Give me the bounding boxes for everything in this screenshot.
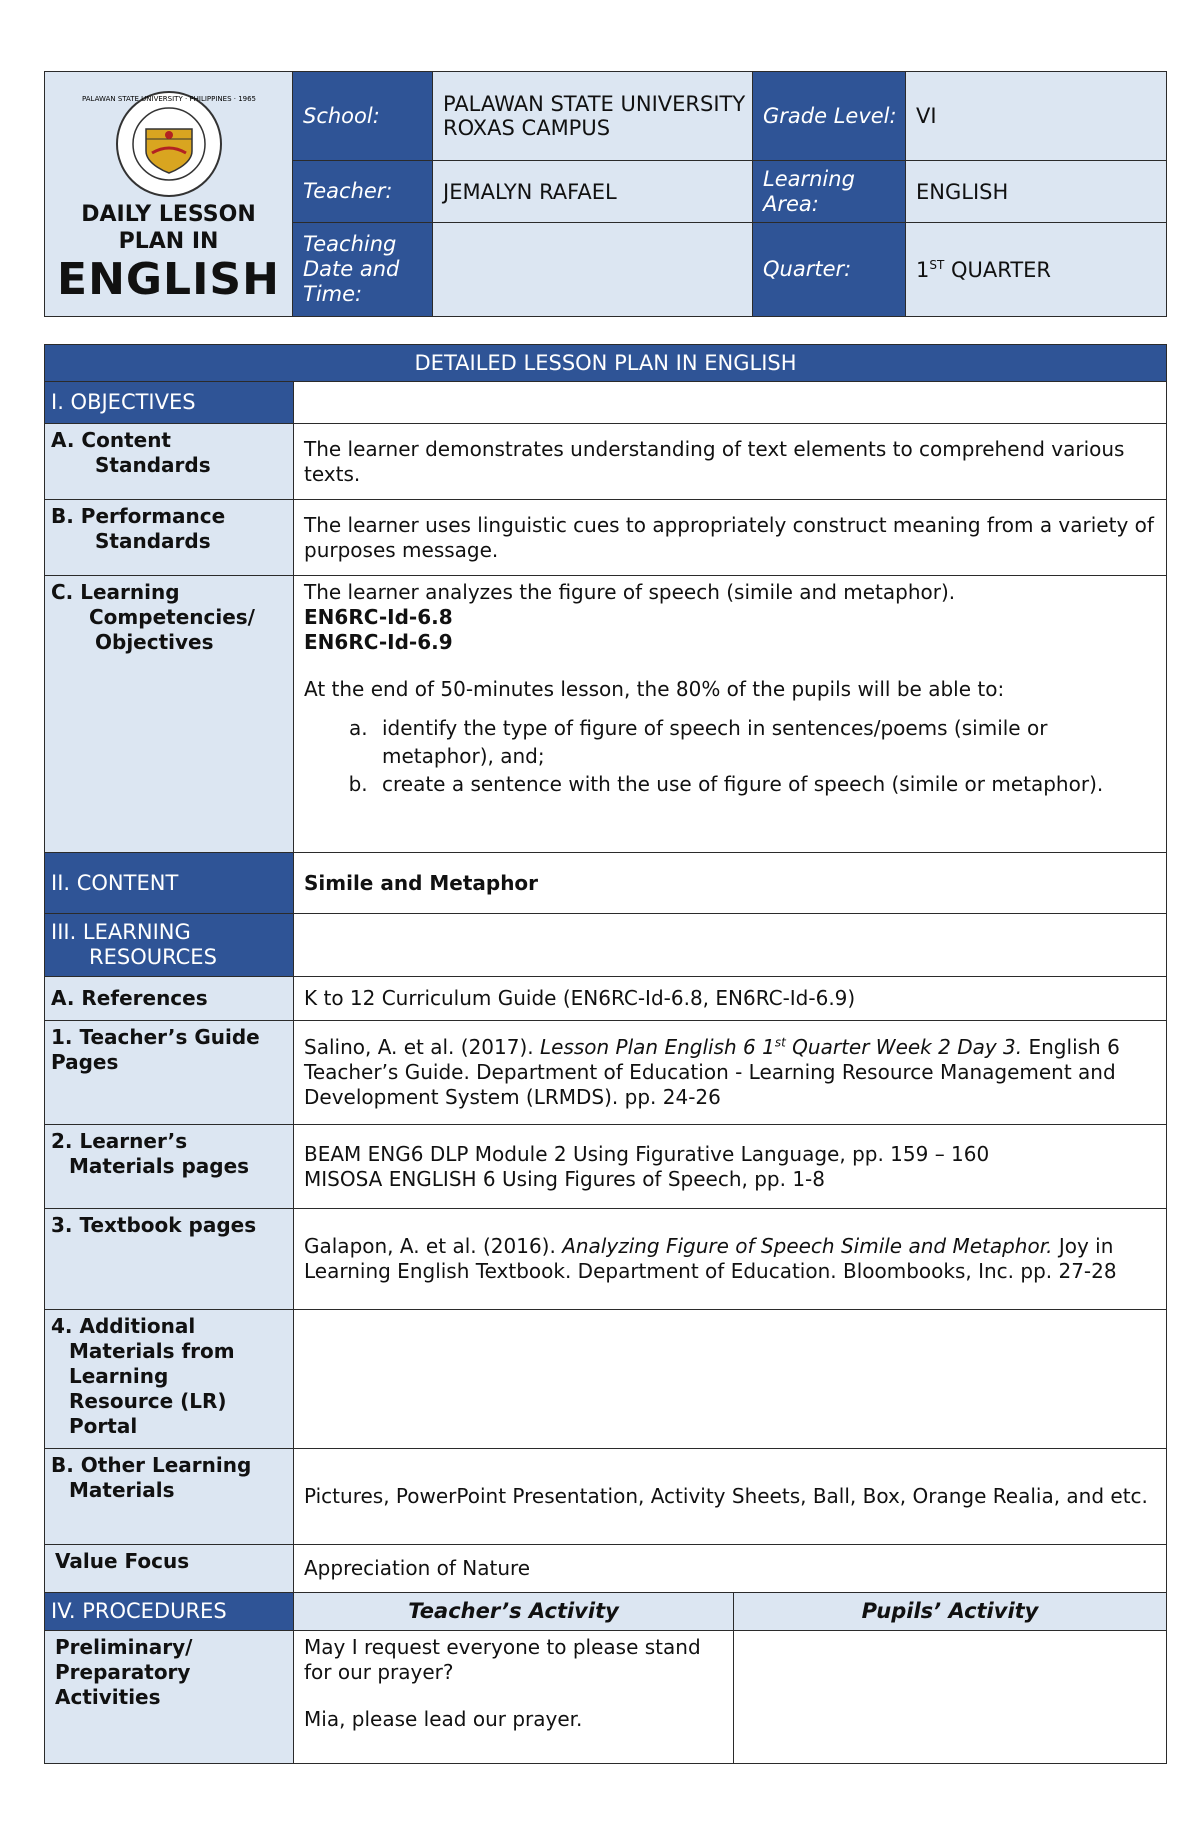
teachers-guide-label (45, 1021, 294, 1125)
additional-materials-label-c: Learning (69, 1364, 169, 1388)
tg-title-a: Lesson Plan English 6 1 (540, 1035, 775, 1059)
quarter-rest: QUARTER (944, 257, 1052, 282)
content-value: Simile and Metaphor (294, 853, 1167, 914)
grade-value: VI (906, 72, 1167, 161)
quarter-sup: ST (929, 257, 945, 272)
doc-title-line1: DAILY LESSON (81, 202, 256, 227)
performance-standards-label-b: Standards (95, 529, 211, 553)
teachers-guide-value (294, 1021, 1167, 1125)
tg-author: Salino, A. et al. (2017). (304, 1035, 540, 1059)
preliminary-teacher-activity (294, 1631, 734, 1764)
teacher-line-2: Mia, please lead our prayer. (304, 1707, 583, 1731)
tb-title: Analyzing Figure of Speech Simile and Metaphor. (562, 1234, 1053, 1258)
learners-materials-value (294, 1125, 1167, 1209)
preliminary-label-c: Activities (55, 1685, 161, 1709)
preliminary-label-b: Preparatory (55, 1660, 191, 1684)
competencies-label-a: C. Learning (51, 580, 180, 604)
competency-code-2: EN6RC-Id-6.9 (304, 630, 453, 654)
tg-title-sup: st (774, 1035, 786, 1050)
doc-title-line2: PLAN IN (118, 229, 219, 254)
references-label: A. References (45, 977, 294, 1021)
preliminary-label-a: Preliminary/ (55, 1635, 193, 1659)
additional-materials-label-a: 4. Additional (51, 1314, 196, 1338)
additional-materials-label (45, 1310, 294, 1449)
school-label: School: (293, 72, 433, 161)
doc-title-big: ENGLISH (57, 254, 280, 305)
competencies-value (294, 576, 1167, 853)
textbook-pages-value (294, 1209, 1167, 1310)
school-value: PALAWAN STATE UNIVERSITY ROXAS CAMPUS (433, 72, 753, 161)
resources-label-b: RESOURCES (89, 945, 217, 969)
seal-text: PALAWAN STATE UNIVERSITY · PHILIPPINES · 1965 (81, 95, 256, 103)
university-seal-icon (81, 89, 256, 199)
performance-standards-label-a: B. Performance (51, 504, 226, 528)
date-label: Teaching Date and Time: (293, 223, 433, 317)
learners-materials-label-a: 2. Learner’s (51, 1129, 188, 1153)
value-focus-label: Value Focus (45, 1545, 294, 1593)
content-standards-label-a: A. Content (51, 428, 171, 452)
competency-code-1: EN6RC-Id-6.8 (304, 605, 453, 629)
header-table (44, 71, 1167, 317)
competency-intro: At the end of 50-minutes lesson, the 80% of the pupils will be able to: (304, 677, 1005, 701)
other-materials-value: Pictures, PowerPoint Presentation, Activity Sheets, Ball, Box, Orange Realia, and etc. (294, 1449, 1167, 1545)
learners-materials-label-b: Materials pages (69, 1154, 250, 1178)
value-focus-value: Appreciation of Nature (294, 1545, 1167, 1593)
quarter-value (906, 223, 1167, 317)
teacher-label: Teacher: (293, 161, 433, 223)
resources-label (45, 914, 294, 977)
date-value (433, 223, 753, 317)
preliminary-pupil-activity (734, 1631, 1167, 1764)
teacher-activity-header: Teacher’s Activity (294, 1593, 734, 1631)
learners-materials-label (45, 1125, 294, 1209)
competencies-label (45, 576, 294, 853)
content-standards-value: The learner demonstrates understanding of text elements to comprehend various texts. (294, 424, 1167, 500)
content-standards-label (45, 424, 294, 500)
procedures-label: IV. PROCEDURES (45, 1593, 294, 1631)
resources-value (294, 914, 1167, 977)
quarter-label: Quarter: (753, 223, 906, 317)
lesson-plan-table (44, 344, 1167, 1764)
preliminary-label (45, 1631, 294, 1764)
teachers-guide-label-a: 1. Teacher’s Guide (51, 1025, 260, 1049)
learners-material-1: BEAM ENG6 DLP Module 2 Using Figurative Language, pp. 159 – 160 (304, 1141, 990, 1166)
objectives-list (304, 714, 1156, 798)
competencies-label-b: Competencies/ (89, 605, 255, 629)
content-standards-label-b: Standards (95, 453, 211, 477)
additional-materials-label-b: Materials from (69, 1339, 235, 1363)
competency-statement: The learner analyzes the figure of speech (simile and metaphor). (304, 580, 956, 604)
area-value: ENGLISH (906, 161, 1167, 223)
objective-item: b. create a sentence with the use of figure of speech (simile or metaphor). (374, 770, 1156, 798)
objective-item: a. identify the type of figure of speech in sentences/poems (simile or metaphor), and; (374, 714, 1156, 770)
performance-standards-value: The learner uses linguistic cues to appropriately construct meaning from a variety of purposes message. (294, 500, 1167, 576)
resources-label-a: III. LEARNING (51, 920, 191, 944)
additional-materials-label-d: Resource (LR) (69, 1389, 227, 1413)
area-label: Learning Area: (753, 161, 906, 223)
logo-cell (45, 72, 293, 317)
tg-title-b: Quarter Week 2 Day 3. (785, 1035, 1023, 1059)
performance-standards-label (45, 500, 294, 576)
teacher-line-1: May I request everyone to please stand for our prayer? (304, 1635, 701, 1684)
competencies-label-c: Objectives (95, 630, 214, 654)
tg-source: English 6 Teacher’s Guide. Department of Education - Learning Resource Management and Development System (LRMDS). pp. 24-26 (304, 1035, 1120, 1109)
textbook-pages-label: 3. Textbook pages (45, 1209, 294, 1310)
tb-author: Galapon, A. et al. (2016). (304, 1234, 563, 1258)
objectives-label: I. OBJECTIVES (45, 382, 294, 424)
tb-source: Joy in Learning English Textbook. Department of Education. Bloombooks, Inc. pp. 27-28 (304, 1234, 1117, 1283)
quarter-num: 1 (916, 257, 930, 282)
content-label: II. CONTENT (45, 853, 294, 914)
teachers-guide-label-b: Pages (51, 1050, 119, 1074)
other-materials-label-a: B. Other Learning (51, 1453, 252, 1477)
teacher-value: JEMALYN RAFAEL (433, 161, 753, 223)
other-materials-label-b: Materials (69, 1478, 175, 1502)
additional-materials-value (294, 1310, 1167, 1449)
references-value: K to 12 Curriculum Guide (EN6RC-Id-6.8, EN6RC-Id-6.9) (294, 977, 1167, 1021)
plan-title: DETAILED LESSON PLAN IN ENGLISH (45, 345, 1167, 382)
other-materials-label (45, 1449, 294, 1545)
additional-materials-label-e: Portal (69, 1414, 138, 1438)
learners-material-2: MISOSA ENGLISH 6 Using Figures of Speech, pp. 1-8 (304, 1166, 825, 1191)
pupil-activity-header: Pupils’ Activity (734, 1593, 1167, 1631)
objectives-value (294, 382, 1167, 424)
grade-label: Grade Level: (753, 72, 906, 161)
